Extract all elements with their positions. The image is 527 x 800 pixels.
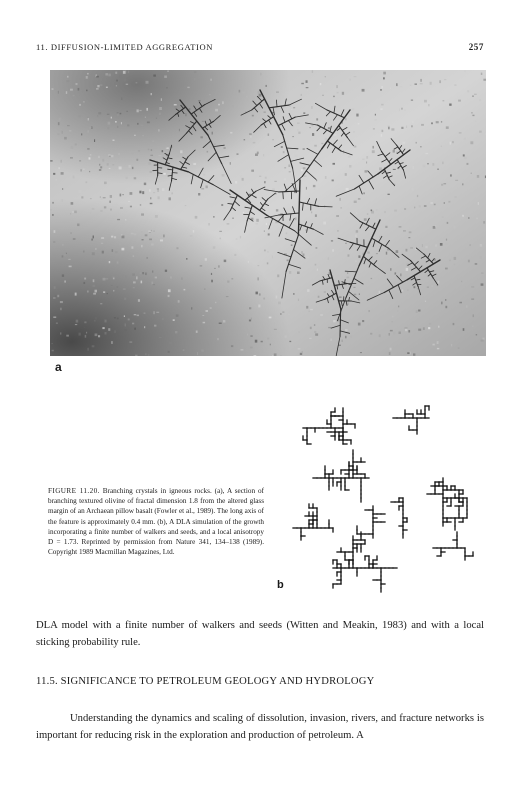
running-head-title: 11. DIFFUSION-LIMITED AGGREGATION [36,42,213,52]
dla-cluster [293,406,473,592]
figure-caption-text: Branching crystals in igneous rocks. (a), A section of branching textured olivine of fractal dimension 1.8 from the altered glass margin of an Archaean pillow basalt (Fowler et al., 1989). The long axis of the feature is approximately 0.4 mm. (b), A DLA simulation of the growth incorporating a finite number of walkers and seeds, and a local anisotropy D = 1.73. Reprinted by permission from Nature 341, 134–138 (1989). Copyright 1989 Macmillan Magazines, Ltd. [48,487,265,557]
figure-panel-a-photo [50,70,486,356]
panel-b-label: b [277,579,284,591]
body-paragraph-2: Understanding the dynamics and scaling of dissolution, invasion, rivers, and fracture networks is important for reducing risk in the exploration and production of petroleum. A [36,713,484,741]
body-paragraph-1: DLA model with a finite number of walkers and seeds (Witten and Meakin, 1983) and with a local sticking probability rule. [36,620,484,648]
running-head [36,42,484,56]
crystal-photograph [50,70,486,356]
figure-caption-label: FIGURE 11.20. [48,487,100,495]
dla-simulation [273,388,485,596]
page-number: 257 [468,42,484,52]
section-heading: 11.5. SIGNIFICANCE TO PETROLEUM GEOLOGY AND HYDROLOGY [36,676,375,687]
panel-a-label: a [55,360,62,374]
figure-caption [48,486,264,557]
figure-panel-b-simulation [273,388,485,596]
